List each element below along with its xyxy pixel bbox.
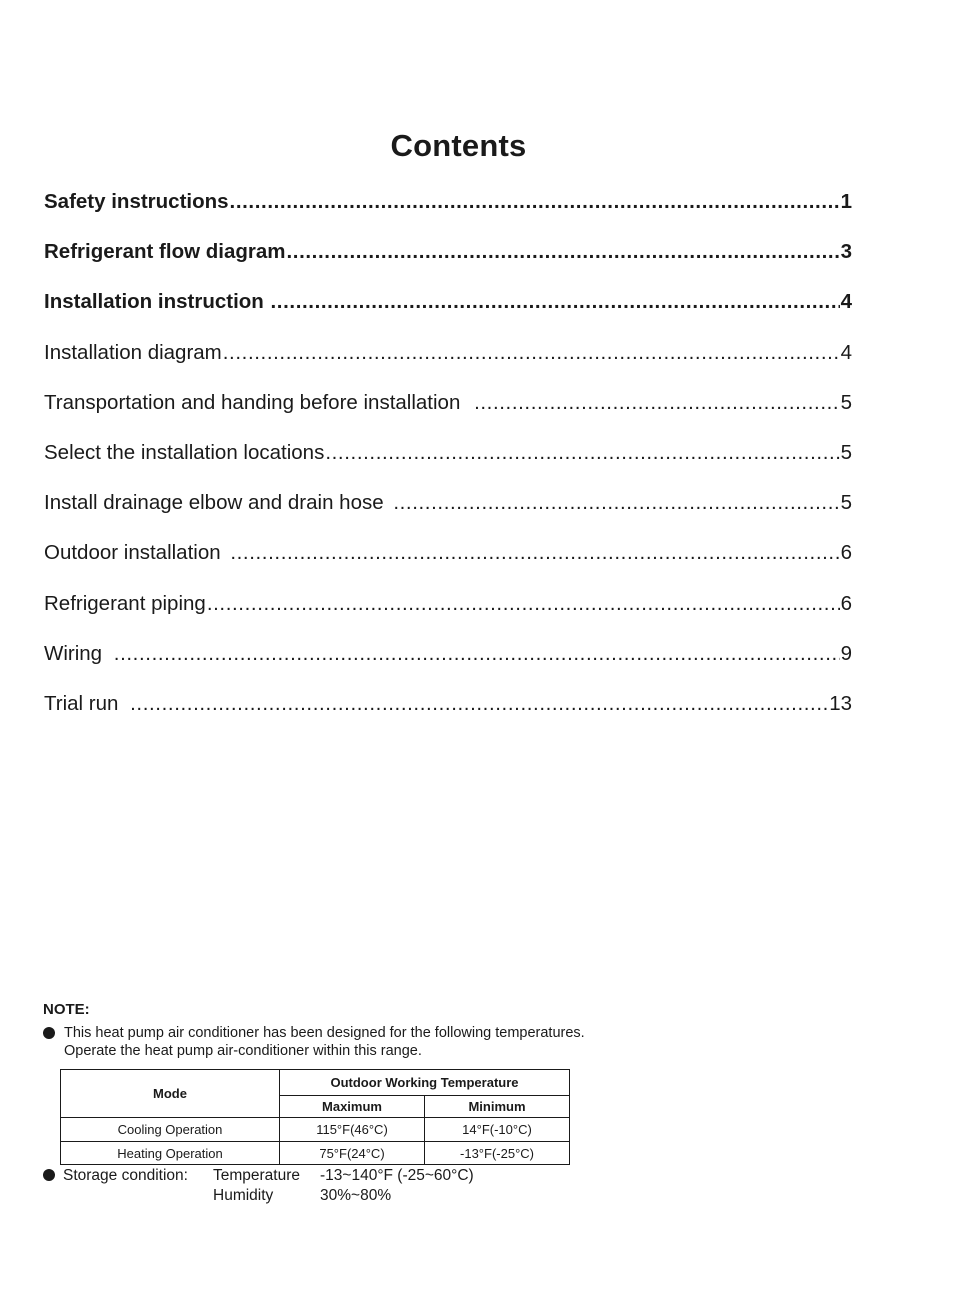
toc-leader <box>230 541 839 565</box>
maximum-header: Maximum <box>280 1096 425 1118</box>
toc-leader <box>114 642 840 666</box>
toc-leader <box>325 441 839 465</box>
min-cell: -13°F(-25°C) <box>425 1142 570 1165</box>
note-text <box>64 1024 585 1060</box>
storage-label: Storage condition: <box>63 1167 188 1184</box>
toc-leader <box>223 341 840 365</box>
toc-leader <box>287 240 840 264</box>
toc-entry-outdoor-installation[interactable] <box>44 541 852 591</box>
toc-entry-refrigerant-piping[interactable] <box>44 592 852 642</box>
toc-entry-refrigerant-flow-diagram[interactable] <box>44 240 852 290</box>
min-cell: 14°F(-10°C) <box>425 1118 570 1142</box>
storage-humidity-value: 30%~80% <box>320 1187 392 1204</box>
toc-label: Installation diagram <box>44 340 222 364</box>
toc-page-number: 4 <box>840 340 852 364</box>
outdoor-temp-header: Outdoor Working Temperature <box>280 1070 570 1096</box>
toc-page-number: 5 <box>840 440 852 464</box>
toc-page-number: 3 <box>840 240 852 264</box>
max-cell: 75°F(24°C) <box>280 1142 425 1165</box>
storage-temp-value: -13~140°F (-25~60°C) <box>320 1167 474 1184</box>
storage-condition <box>63 1166 474 1206</box>
toc-page-number: 5 <box>840 390 852 414</box>
toc-entry-select-locations[interactable] <box>44 441 852 491</box>
note-heading: NOTE: <box>43 1001 90 1018</box>
table-of-contents <box>44 190 852 742</box>
toc-entry-transportation[interactable] <box>44 391 852 441</box>
toc-page-number: 1 <box>840 190 852 213</box>
storage-humidity-label: Humidity <box>213 1187 274 1204</box>
toc-leader <box>393 491 839 515</box>
toc-page-number: 9 <box>840 641 852 665</box>
toc-leader <box>474 391 840 415</box>
toc-label: Wiring <box>44 641 108 665</box>
toc-entry-trial-run[interactable] <box>44 692 852 742</box>
temperature-table <box>60 1069 570 1165</box>
bullet-icon <box>43 1169 55 1181</box>
page-title: Contents <box>390 128 527 163</box>
toc-entry-installation-instruction[interactable] <box>44 290 852 340</box>
toc-label: Refrigerant piping <box>44 591 206 615</box>
toc-page-number: 6 <box>840 541 852 565</box>
toc-page-number: 5 <box>840 491 852 515</box>
note-line-1: This heat pump air conditioner has been designed for the following temperatures. <box>64 1025 585 1041</box>
toc-leader <box>271 290 840 314</box>
toc-label: Safety instructions <box>44 190 229 213</box>
mode-cell: Cooling Operation <box>61 1118 280 1142</box>
table-row <box>61 1142 570 1165</box>
note-line-2: Operate the heat pump air-conditioner within this range. <box>64 1043 422 1059</box>
minimum-header: Minimum <box>425 1096 570 1118</box>
bullet-icon <box>43 1027 55 1039</box>
toc-label: Transportation and handing before installation <box>44 390 467 414</box>
toc-entry-wiring[interactable] <box>44 642 852 692</box>
storage-temp-label: Temperature <box>213 1167 301 1184</box>
storage-spacer <box>63 1186 213 1206</box>
toc-page-number: 6 <box>840 591 852 615</box>
mode-cell: Heating Operation <box>61 1142 280 1165</box>
toc-entry-safety-instructions[interactable] <box>44 190 852 240</box>
toc-entry-installation-diagram[interactable] <box>44 341 852 391</box>
toc-entry-drainage-elbow[interactable] <box>44 491 852 541</box>
toc-label: Outdoor installation <box>44 541 227 565</box>
toc-leader <box>130 692 828 716</box>
mode-header: Mode <box>61 1070 280 1118</box>
toc-label: Install drainage elbow and drain hose <box>44 491 390 515</box>
toc-leader <box>230 190 840 214</box>
toc-label: Trial run <box>44 691 125 715</box>
toc-label: Installation instruction <box>44 290 270 314</box>
toc-label: Select the installation locations <box>44 440 325 464</box>
toc-page-number: 4 <box>840 290 852 314</box>
toc-label: Refrigerant flow diagram <box>44 240 286 264</box>
toc-leader <box>207 592 840 616</box>
max-cell: 115°F(46°C) <box>280 1118 425 1142</box>
table-row <box>61 1118 570 1142</box>
toc-page-number: 13 <box>829 691 852 715</box>
